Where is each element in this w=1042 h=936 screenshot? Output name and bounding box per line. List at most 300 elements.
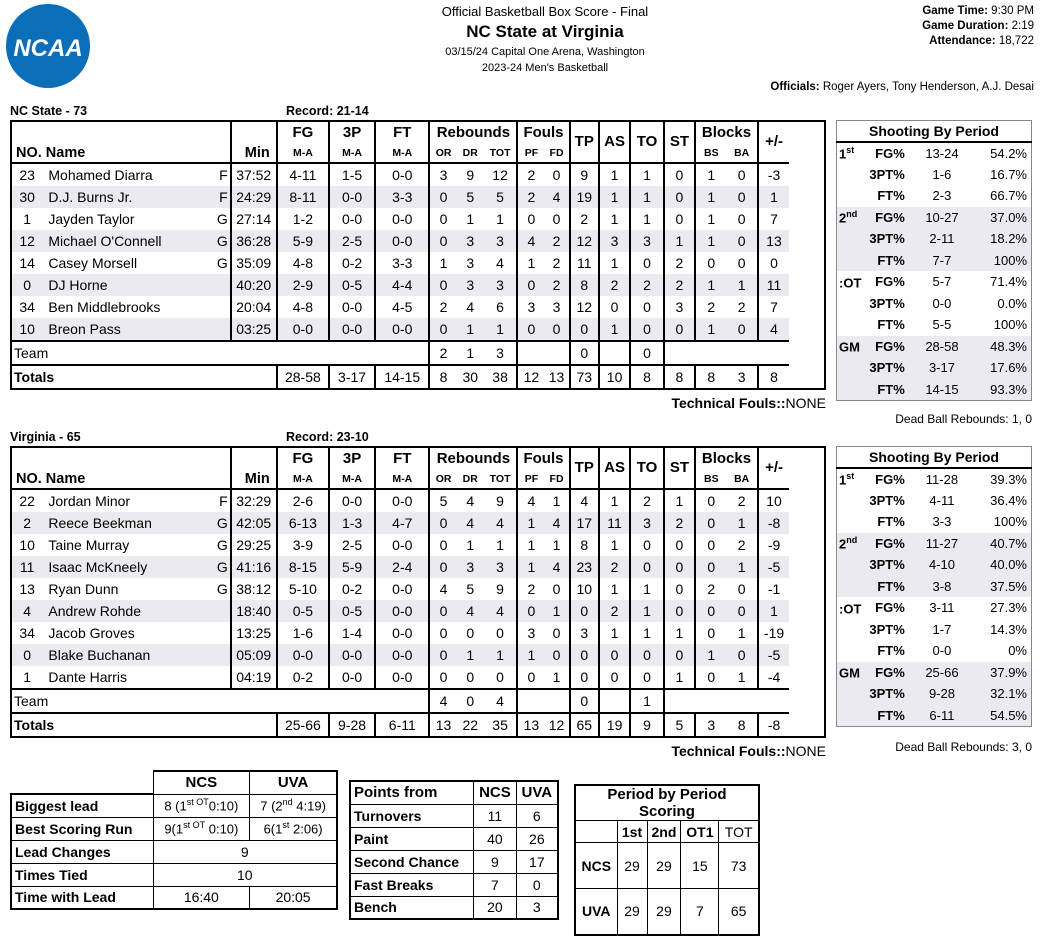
total-cell: 13 [545, 365, 570, 389]
stat-cell: 0 [664, 556, 695, 578]
stat-cell: 3 [484, 230, 517, 252]
player-name: Breon Pass [48, 321, 121, 337]
stat-cell: 4 [545, 186, 570, 208]
stat-cell: 3 [527, 299, 536, 315]
stat-cell: 4 [439, 581, 448, 597]
period-label: 2nd [837, 533, 866, 555]
stat-cell: 4 [484, 252, 517, 274]
best-run-uva: 6(1st 2:06) [250, 817, 337, 840]
stat-cell: 5 [457, 186, 484, 208]
total-cell: 6-11 [375, 713, 429, 737]
stat-cell: 0 [726, 644, 757, 666]
col-tp: TP [570, 121, 599, 163]
stat-cell: 1 [630, 186, 663, 208]
stat-cell: 0 [726, 208, 757, 230]
player-position: G [216, 233, 228, 249]
player-name-cell [42, 644, 230, 666]
stat-cell: 0-0 [329, 318, 375, 341]
header-row-2 [11, 470, 825, 489]
team-name: NC State - 73 [10, 104, 88, 118]
stat-cell: 1 [457, 644, 484, 666]
season-line: 2023-24 Men's Basketball [481, 62, 609, 74]
stat-cell: 1 [695, 644, 726, 666]
points-from-table [349, 780, 559, 920]
player-row [11, 274, 825, 296]
stat-cell: 40:20 [231, 274, 277, 296]
stat-cell: 2-4 [375, 556, 429, 578]
stat-cell: 5 [484, 186, 517, 208]
stat-cell: 2 [570, 208, 599, 230]
stat-cell: 6 [484, 296, 517, 318]
shooting-row [837, 576, 1032, 598]
report-header [250, 4, 840, 74]
stat-cell: 9 [466, 167, 475, 183]
stat-cell: 38:12 [231, 578, 277, 600]
stat-cell: 0 [429, 230, 456, 252]
shooting-ma: 25-66 [909, 662, 975, 684]
stat-cell: 3-3 [375, 186, 429, 208]
stat-cell: -5 [758, 644, 789, 666]
stat-cell: 0-0 [277, 318, 329, 341]
stat-cell: 1 [466, 211, 475, 227]
player-name-cell [42, 600, 230, 622]
technical-fouls [671, 743, 826, 759]
shooting-pct: 100% [993, 514, 1027, 530]
player-name-cell [42, 512, 230, 534]
team-row-label: Team [11, 689, 277, 713]
stat-cell: 0 [517, 600, 544, 622]
stat-cell: 0 [707, 493, 716, 509]
shooting-row [837, 705, 1032, 727]
stat-cell: 3-9 [277, 534, 329, 556]
period-score: 29 [647, 889, 681, 935]
totals-label: Totals [11, 713, 277, 737]
stat-cell: 3 [457, 230, 484, 252]
stat-cell: 1 [484, 208, 517, 230]
total-cell: 13 [429, 713, 456, 737]
stat-cell: 3 [484, 274, 517, 296]
shooting-pct: 54.5% [975, 705, 1031, 727]
stat-cell: 1 [599, 186, 630, 208]
shooting-row [837, 640, 1032, 662]
col-min: Min [231, 144, 277, 163]
total-cell: 10 [599, 365, 630, 389]
stat-cell: 4 [466, 299, 475, 315]
shooting-stat: 3PT% [869, 295, 905, 311]
total-cell: 12 [517, 365, 544, 389]
stat-cell: 4-5 [375, 296, 429, 318]
col-plus-minus: +/- [758, 447, 789, 489]
stat-cell: 8-15 [277, 556, 329, 578]
technical-fouls [671, 395, 826, 411]
shooting-pct: 18.2% [975, 228, 1031, 250]
player-row [11, 318, 825, 341]
stat-cell: 4 [457, 512, 484, 534]
stat-cell: 0 [439, 211, 448, 227]
stat-cell: 0 [726, 600, 757, 622]
totals-row [11, 713, 825, 737]
shooting-stat: 3PT% [869, 621, 905, 637]
points-from-row [350, 827, 558, 850]
stat-cell: 1-3 [329, 512, 375, 534]
stat-cell: 4 [484, 512, 517, 534]
officials-label: Officials: [770, 81, 820, 93]
shooting-stat: FT% [865, 705, 908, 727]
stat-cell: 6-13 [277, 512, 329, 534]
stat-cell: 9 [484, 578, 517, 600]
player-row [11, 512, 825, 534]
stat-cell: 0 [429, 512, 456, 534]
shooting-pct: 100% [975, 250, 1031, 272]
total-cell: 30 [457, 365, 484, 389]
stat-cell: 0 [630, 556, 663, 578]
shooting-stat: FT% [877, 643, 905, 659]
shooting-stat: 3PT% [865, 554, 908, 576]
stat-cell: 1 [630, 208, 663, 230]
stat-cell: 2 [630, 489, 663, 512]
stat-cell: 2 [545, 252, 570, 274]
stat-cell: 0 [545, 318, 570, 341]
stat-cell: 2 [599, 274, 630, 296]
col-no-name: NO. Name [11, 470, 231, 489]
shooting-stat: FT% [865, 379, 908, 401]
stat-cell: 0 [527, 211, 536, 227]
stat-cell: 04:19 [231, 666, 277, 689]
player-row [11, 644, 825, 666]
player-name: Blake Buchanan [48, 647, 151, 663]
totals-label: Totals [11, 365, 277, 389]
stat-cell: 3 [484, 556, 517, 578]
points-from-label: Paint [350, 827, 474, 850]
shooting-ma: 3-11 [929, 600, 955, 616]
stat-cell: 32:29 [231, 489, 277, 512]
player-row [11, 534, 825, 556]
total-cell: 9 [630, 713, 663, 737]
stat-cell: 13:25 [231, 622, 277, 644]
player-number: 0 [11, 644, 42, 666]
stat-cell: 0 [695, 512, 726, 534]
col-fouls: Fouls [517, 447, 569, 470]
points-from-ncs: 9 [474, 850, 516, 873]
shooting-pct: 40.7% [975, 533, 1031, 555]
stat-cell: 36:28 [231, 230, 277, 252]
points-from-label: Second Chance [350, 850, 474, 873]
shooting-ma: 0-0 [932, 643, 952, 659]
stat-cell: 2-5 [329, 230, 375, 252]
shooting-pct: 37.5% [975, 576, 1031, 598]
player-number: 1 [23, 211, 32, 227]
stat-cell: 4 [758, 318, 789, 341]
total-cell: 12 [545, 713, 570, 737]
stat-cell: 3 [439, 167, 448, 183]
stat-cell: 0-0 [375, 318, 429, 341]
shooting-by-period [836, 120, 1032, 401]
venue-line: 03/15/24 Capital One Arena, Washington [445, 46, 645, 58]
stat-cell: 9 [484, 489, 517, 512]
stat-cell: 11 [758, 274, 789, 296]
player-name-cell [42, 556, 230, 578]
stat-cell: 11 [570, 252, 599, 274]
shooting-row [837, 490, 1032, 512]
game-time: 9:30 PM [991, 5, 1034, 17]
stat-cell: 0 [630, 318, 663, 341]
total-cell: 9-28 [329, 713, 375, 737]
team-row-label: Team [11, 341, 277, 365]
stat-cell: 24:29 [231, 186, 277, 208]
period-label [837, 576, 866, 598]
stat-cell: 4 [484, 600, 517, 622]
team-record: Record: 23-10 [286, 430, 369, 444]
attendance-label: Attendance: [929, 35, 996, 47]
period-score: 65 [719, 889, 759, 935]
stat-cell: 1 [484, 318, 517, 341]
player-number: 1 [23, 669, 32, 685]
stat-cell: 1 [484, 534, 517, 556]
stat-cell: 1 [664, 230, 695, 252]
col-or: OR [429, 144, 456, 163]
period-label [837, 511, 866, 533]
player-number: 10 [19, 537, 35, 553]
attendance: 18,722 [998, 35, 1034, 47]
stat-cell: 1 [517, 644, 544, 666]
stat-cell: 1 [545, 600, 570, 622]
stat-cell: 0 [570, 318, 599, 341]
stat-cell: 1 [758, 600, 789, 622]
period-label: GM [837, 662, 866, 684]
shooting-ma: 1-6 [932, 166, 952, 182]
points-from-col-uva: UVA [516, 781, 558, 804]
stat-cell: 2-9 [277, 274, 329, 296]
player-name-cell [42, 163, 230, 186]
team-tp: 0 [570, 341, 599, 365]
stat-cell: 41:16 [231, 556, 277, 578]
player-name: Jacob Groves [48, 625, 135, 641]
shooting-stat: FG% [865, 207, 908, 229]
player-name: Isaac McKneely [48, 559, 148, 575]
player-row [11, 556, 825, 578]
points-from-ncs: 40 [474, 827, 516, 850]
player-row [11, 622, 825, 644]
player-name-cell [42, 318, 230, 341]
stat-cell: 0 [439, 625, 448, 641]
player-name: D.J. Burns Jr. [48, 189, 133, 205]
stat-cell: 0 [545, 622, 570, 644]
stat-cell: 0-5 [329, 600, 375, 622]
col-to: TO [630, 121, 663, 163]
col-or: OR [429, 470, 456, 489]
stat-cell: 4-8 [277, 252, 329, 274]
player-row [11, 252, 825, 274]
stat-cell: 5-9 [329, 556, 375, 578]
stat-cell: 0-0 [329, 489, 375, 512]
stat-cell: 2-5 [329, 534, 375, 556]
team-tp: 0 [570, 689, 599, 713]
shooting-stat: FT% [877, 317, 905, 333]
shooting-ma: 3-17 [909, 357, 975, 379]
shooting-ma: 2-3 [932, 188, 952, 204]
total-cell: 73 [570, 365, 599, 389]
points-from-uva: 17 [516, 850, 558, 873]
player-name: Reece Beekman [48, 515, 152, 531]
player-number: 12 [11, 230, 42, 252]
player-position: G [216, 537, 228, 553]
shooting-ma: 4-11 [929, 492, 955, 508]
col-tot: TOT [484, 470, 517, 489]
stat-cell: 0 [726, 230, 757, 252]
logo-text: NCAA [13, 35, 83, 62]
shooting-stat: 3PT% [865, 357, 908, 379]
stat-cell: 1 [630, 622, 663, 644]
shooting-title: Shooting By Period [837, 121, 1032, 143]
shooting-row [837, 293, 1032, 315]
player-name: Ryan Dunn [48, 581, 119, 597]
period-label [837, 640, 866, 662]
stat-cell: 0 [664, 318, 695, 341]
team-tot: 4 [484, 689, 517, 713]
team-or: 2 [429, 341, 456, 365]
shooting-stat: FG% [875, 471, 905, 487]
col-rebounds: Rebounds [429, 447, 517, 470]
total-cell: 3 [726, 365, 757, 389]
shooting-pct: 16.7% [990, 166, 1027, 182]
player-row [11, 578, 825, 600]
stat-cell: 1 [599, 534, 630, 556]
stat-cell: 2 [545, 230, 570, 252]
stat-cell: 1 [517, 512, 544, 534]
period-label [837, 293, 866, 315]
period-label: :OT [839, 600, 862, 616]
stat-cell: 37:52 [231, 163, 277, 186]
stat-cell: 1 [707, 211, 716, 227]
stat-cell: 8-11 [277, 186, 329, 208]
stat-cell: 2 [707, 581, 716, 597]
total-cell: 5 [664, 713, 695, 737]
stat-cell: 0 [599, 644, 630, 666]
stat-cell: 2 [664, 512, 695, 534]
total-cell: 8 [664, 365, 695, 389]
stat-cell: -9 [767, 537, 781, 553]
biggest-lead-uva: 7 (2nd 4:19) [250, 794, 337, 817]
stat-cell: 2 [630, 274, 663, 296]
shooting-pct: 100% [993, 317, 1027, 333]
dead-ball-rebounds: Dead Ball Rebounds: 1, 0 [895, 412, 1032, 426]
shooting-ma: 9-28 [909, 683, 975, 705]
totals-row [11, 365, 825, 389]
period-team: NCS [575, 843, 617, 889]
stat-cell: 4 [517, 230, 544, 252]
stat-cell: 0-0 [329, 208, 375, 230]
stat-cell: 1 [545, 666, 570, 689]
col-ma-2: M-A [375, 470, 429, 489]
stat-cell: 2 [545, 274, 570, 296]
stat-cell: 2 [439, 299, 448, 315]
shooting-row [837, 554, 1032, 576]
stat-cell: 3 [457, 274, 484, 296]
stat-cell: 12 [570, 230, 599, 252]
player-name-cell [42, 274, 230, 296]
stat-cell: 0 [545, 644, 570, 666]
period-label: 2nd [837, 207, 866, 229]
stat-cell: 0 [570, 666, 599, 689]
stat-cell: -1 [767, 581, 781, 597]
points-from-row [350, 804, 558, 827]
player-number: 11 [11, 556, 42, 578]
stat-cell: 4-11 [277, 163, 329, 186]
player-row [11, 600, 825, 622]
stat-cell: 0 [429, 186, 456, 208]
stat-cell: 29:25 [231, 534, 277, 556]
stat-cell: 1-4 [329, 622, 375, 644]
team-tot: 3 [484, 341, 517, 365]
stat-cell: 0 [664, 186, 695, 208]
col-blocks: Blocks [695, 447, 758, 470]
player-number: 30 [11, 186, 42, 208]
stat-cell: 4 [545, 556, 570, 578]
stat-cell: 0-2 [277, 666, 329, 689]
stat-cell: 8 [570, 534, 599, 556]
shooting-pct: 36.4% [990, 492, 1027, 508]
game-title: NC State at Virginia [466, 22, 624, 41]
stat-cell: 0-0 [329, 644, 375, 666]
stat-cell: 1 [695, 318, 726, 341]
game-summary [10, 770, 338, 910]
player-number: 10 [11, 318, 42, 341]
report-subtitle: Official Basketball Box Score - Final [441, 4, 649, 19]
stat-cell: 0 [707, 625, 716, 641]
col-ma-1: M-A [329, 470, 375, 489]
col-min: Min [231, 470, 277, 489]
shooting-pct: 93.3% [975, 379, 1031, 401]
shooting-pct: 14.3% [990, 621, 1027, 637]
stat-cell: 4-8 [277, 296, 329, 318]
player-name-cell [42, 296, 230, 318]
stat-cell: 1 [599, 489, 630, 512]
col-tp: TP [570, 447, 599, 489]
player-name-cell [42, 666, 230, 689]
col-st: ST [664, 447, 695, 489]
stat-cell: 1 [439, 255, 448, 271]
stat-cell: 0 [466, 625, 475, 641]
stat-cell: 0 [695, 600, 726, 622]
player-position: G [216, 515, 228, 531]
shooting-pct: 32.1% [975, 683, 1031, 705]
stat-cell: 1 [630, 600, 663, 622]
stat-cell: 0 [517, 318, 544, 341]
total-cell: 3 [695, 713, 726, 737]
shooting-row [837, 683, 1032, 705]
stat-cell: 5-9 [277, 230, 329, 252]
stat-cell: 1-2 [277, 208, 329, 230]
period-scoring-table [574, 784, 760, 936]
shooting-ma: 0-0 [932, 295, 952, 311]
stat-cell: 0-0 [329, 666, 375, 689]
player-row [11, 296, 825, 318]
summary-col-ncs: NCS [153, 771, 250, 794]
shooting-pct: 37.0% [975, 207, 1031, 229]
points-from-label: Turnovers [350, 804, 474, 827]
stat-cell: 1 [664, 622, 695, 644]
period-score: 73 [719, 843, 759, 889]
shooting-pct: 71.4% [990, 274, 1027, 290]
period-label: GM [837, 336, 866, 358]
team-row [11, 689, 825, 713]
shooting-stat: FT% [865, 250, 908, 272]
player-row [11, 489, 825, 512]
stat-cell: 0 [570, 600, 599, 622]
player-position: F [219, 167, 228, 183]
col-fg: FG [277, 121, 329, 144]
col-tot: TOT [484, 144, 517, 163]
